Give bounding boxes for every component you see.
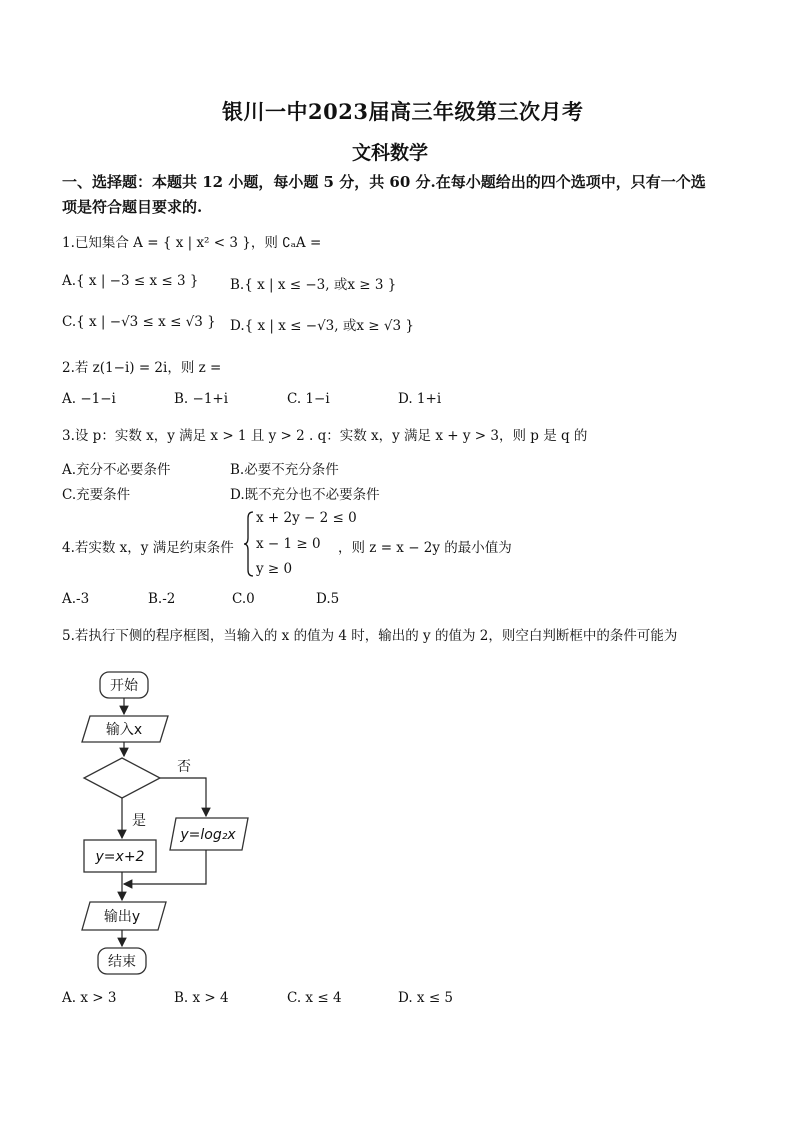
q5-stem: 5.若执行下侧的程序框图，当输入的 x 的值为 4 时，输出的 y 的值为 2，则空白判断框中的条件可能为 [62,628,678,644]
q2-stem: 2.若 z(1−i) = 2i，则 z = [62,360,222,376]
q5-option-a: A. x > 3 [62,990,117,1006]
q4-constraint-2: x − 1 ≥ 0 [256,536,321,552]
section-heading-line2: 项是符合题目要求的. [62,198,203,216]
subject-title: 文科数学 [352,142,429,164]
flowchart [60,660,300,985]
q1-option-b: B.{ x | x ≤ −3, 或x ≥ 3 } [230,277,397,293]
q5-option-b: B. x > 4 [174,990,229,1006]
q4-stem-prefix: 4.若实数 x，y 满足约束条件 [62,540,234,556]
flowchart-decision-box [84,758,160,798]
flowchart-yes-label: 是 [132,813,146,829]
flowchart-add-text: y=x+2 [95,849,145,865]
flowchart-log-text: y=log₂x [180,827,236,843]
q4-option-c: C.0 [232,591,255,607]
section-heading-line1: 一、选择题：本题共 12 小题，每小题 5 分，共 60 分.在每小题给出的四个选项中，只有一个选 [62,173,706,191]
q5-option-d: D. x ≤ 5 [398,990,454,1006]
flowchart-input-text: 输入x [105,722,143,738]
q3-option-d: D.既不充分也不必要条件 [230,487,380,503]
q4-option-a: A.-3 [62,591,90,607]
q1-option-a: A.{ x | −3 ≤ x ≤ 3 } [62,273,199,289]
q4-constraint-3: y ≥ 0 [256,561,293,577]
q4-option-d: D.5 [316,591,340,607]
q2-option-a: A. −1−i [62,391,116,407]
q1-option-d: D.{ x | x ≤ −√3, 或x ≥ √3 } [230,318,414,334]
q3-option-a: A.充分不必要条件 [62,462,171,478]
flowchart-output-text: 输出y [103,909,141,925]
flowchart-no-label: 否 [177,759,191,775]
page-title: 银川一中2023届高三年级第三次月考 [222,99,584,124]
q3-option-c: C.充要条件 [62,487,131,503]
q4-constraint-1: x + 2y − 2 ≤ 0 [256,510,357,526]
flowchart-end-text: 结束 [108,954,136,970]
q4-option-b: B.-2 [148,591,176,607]
q2-option-b: B. −1+i [174,391,229,407]
flowchart-start-text: 开始 [110,678,138,694]
q3-stem: 3.设 p：实数 x，y 满足 x > 1 且 y > 2 . q：实数 x，y 满足 x + y > 3，则 p 是 q 的 [62,428,588,444]
q1-option-c: C.{ x | −√3 ≤ x ≤ √3 } [62,314,216,330]
q1-stem: 1.已知集合 A = { x | x² < 3 }，则 ∁ₐA = [62,235,322,251]
q4-stem-suffix: ，则 z = x − 2y 的最小值为 [338,540,512,556]
q4-constraint-brace [244,510,254,578]
q5-option-c: C. x ≤ 4 [287,990,342,1006]
q2-option-d: D. 1+i [398,391,442,407]
q2-option-c: C. 1−i [287,391,330,407]
q3-option-b: B.必要不充分条件 [230,462,339,478]
